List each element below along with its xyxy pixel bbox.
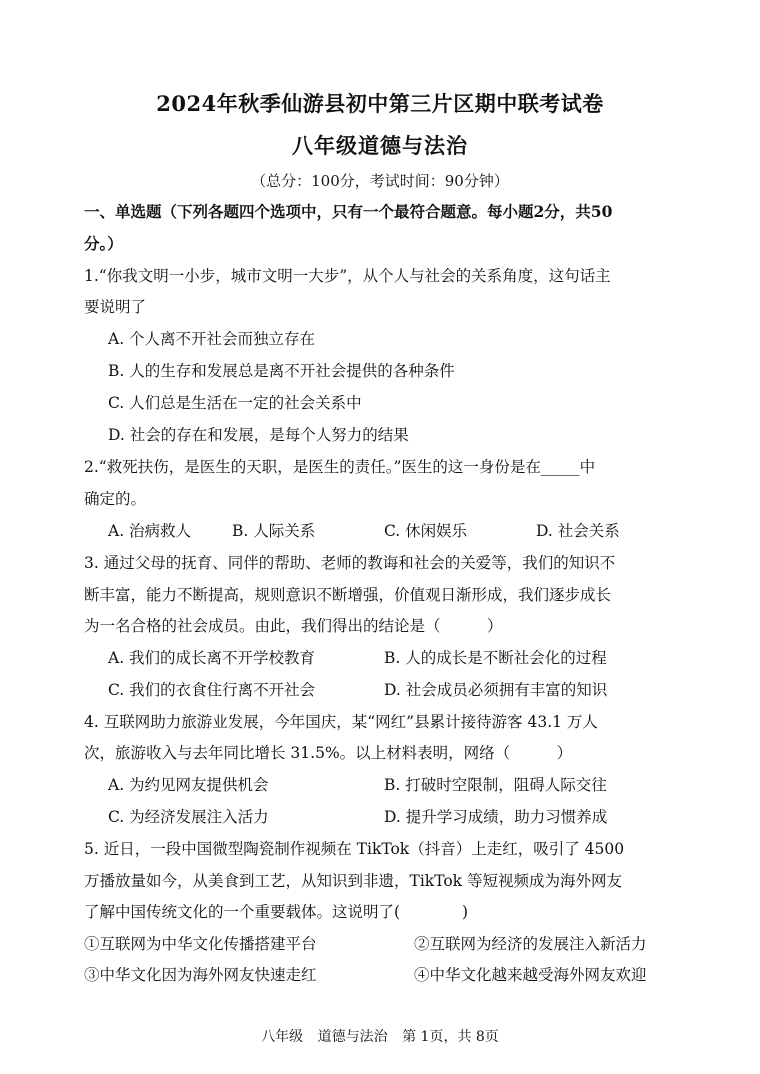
question-2-option-c: C. 休闲娱乐: [384, 522, 468, 540]
question-4-stem: 4. 互联网助力旅游业发展，今年国庆，某“网红”县累计接待游客 43.1 万人: [84, 713, 598, 731]
question-1-option-a: A. 个人离不开社会而独立存在: [108, 330, 316, 348]
question-3-option-a: A. 我们的成长离不开学校教育: [108, 649, 316, 667]
exam-title: 2024年秋季仙游县初中第三片区期中联考试卷: [156, 91, 604, 116]
footer-page-number: 第 1页，共 8页: [402, 1029, 499, 1045]
question-4-option-d: D. 提升学习成绩，助力习惯养成: [384, 808, 608, 826]
question-3-option-d: D. 社会成员必须拥有丰富的知识: [384, 681, 608, 699]
question-2-option-d: D. 社会关系: [536, 522, 620, 540]
question-5-statement-1: ①互联网为中华文化传播搭建平台: [84, 935, 317, 953]
question-2-stem-cont: 确定的。: [84, 490, 147, 508]
question-1-option-b: B. 人的生存和发展总是离不开社会提供的各种条件: [108, 362, 455, 380]
question-2-option-a: A. 治病救人: [108, 522, 192, 540]
question-5-statement-3: ③中华文化因为海外网友快速走红: [84, 966, 317, 984]
question-1-option-c: C. 人们总是生活在一定的社会关系中: [108, 394, 362, 412]
question-5-statement-2: ②互联网为经济的发展注入新活力: [414, 935, 647, 953]
question-3-stem-cont: 断丰富，能力不断提高，规则意识不断增强，价值观日渐形成，我们逐步成长: [84, 586, 612, 604]
section-heading-cont: 分。）: [84, 234, 123, 253]
question-5-stem: 5. 近日，一段中国微型陶瓷制作视频在 TikTok（抖音）上走红，吸引了 4500: [84, 840, 625, 858]
footer-grade: 八年级: [261, 1029, 304, 1045]
section-heading: 一、单选题（下列各题四个选项中，只有一个最符合题意。每小题2分，共50: [84, 202, 613, 221]
footer-subject: 道德与法治: [317, 1029, 388, 1045]
question-3-stem-cont2: 为一名合格的社会成员。由此，我们得出的结论是（ ）: [84, 617, 503, 635]
question-3-option-b: B. 人的成长是不断社会化的过程: [384, 649, 607, 667]
question-4-option-c: C. 为经济发展注入活力: [108, 808, 269, 826]
question-3-stem: 3. 通过父母的抚育、同伴的帮助、老师的教诲和社会的关爱等，我们的知识不: [84, 554, 616, 572]
exam-info: （总分：100分，考试时间：90分钟）: [251, 172, 509, 190]
question-2-option-b: B. 人际关系: [232, 522, 316, 540]
question-5-stem-cont2: 了解中国传统文化的一个重要载体。这说明了( ): [84, 903, 469, 921]
question-4-stem-cont: 次，旅游收入与去年同比增长 31.5%。以上材料表明，网络（ ）: [84, 744, 573, 762]
exam-subject: 八年级道德与法治: [292, 133, 468, 158]
question-4-option-b: B. 打破时空限制，阻碍人际交往: [384, 776, 607, 794]
question-1-option-d: D. 社会的存在和发展，是每个人努力的结果: [108, 426, 409, 444]
question-1-stem-cont: 要说明了: [84, 298, 147, 316]
question-2-stem: 2.“救死扶伤，是医生的天职，是医生的责任。”医生的这一身份是在_____中: [84, 458, 596, 476]
question-5-stem-cont: 万播放量如今，从美食到工艺，从知识到非遗，TikTok 等短视频成为海外网友: [84, 872, 622, 890]
page-footer: [0, 1026, 760, 1046]
question-4-option-a: A. 为约见网友提供机会: [108, 776, 269, 794]
question-1-stem: 1.“你我文明一小步，城市文明一大步”，从个人与社会的关系角度，这句话主: [84, 267, 611, 285]
question-3-option-c: C. 我们的衣食住行离不开社会: [108, 681, 316, 699]
question-5-statement-4: ④中华文化越来越受海外网友欢迎: [414, 966, 647, 984]
